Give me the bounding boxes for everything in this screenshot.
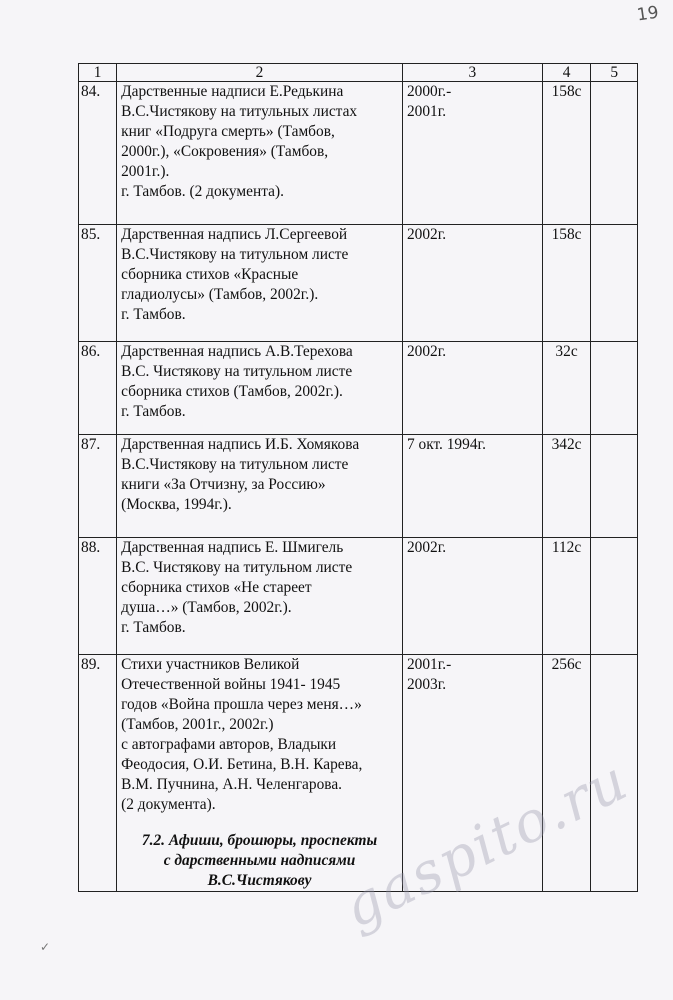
scan-mark: ✓ (40, 940, 51, 954)
item-date (402, 82, 542, 225)
table-header-row (79, 64, 638, 82)
description-line: г. Тамбов. (2 документа). (121, 183, 284, 200)
header-cell: 2 (117, 64, 403, 82)
item-description (117, 435, 403, 538)
date-line: 2002г. (406, 343, 447, 360)
table-row (79, 82, 638, 225)
header-cell: 4 (542, 64, 591, 82)
item-number: 85. (79, 225, 117, 342)
description-line: Отечественной войны 1941- 1945 (121, 676, 341, 693)
header-cell: 3 (402, 64, 542, 82)
date-line: 2001г.- (406, 656, 452, 673)
item-number: 87. (79, 435, 117, 538)
date-line: 2002г. (406, 226, 447, 243)
page-number: 19 (636, 2, 661, 26)
description-line: Феодосия, О.И. Бетина, В.Н. Карева, (121, 756, 363, 773)
description-line: В.С.Чистякову на титульных листах (121, 103, 358, 120)
table-row (79, 655, 638, 892)
item-pages: 342с (542, 435, 591, 538)
table-row (79, 538, 638, 655)
item-note (591, 82, 638, 225)
table-row (79, 435, 638, 538)
item-note (591, 342, 638, 435)
item-date (402, 435, 542, 538)
description-line: Дарственные надписи Е.Редькина (121, 83, 344, 100)
description-line: г. Тамбов. (121, 403, 186, 420)
description-line: годов «Война прошла через меня…» (121, 696, 362, 713)
description-line: душа…» (Тамбов, 2002г.). (121, 599, 292, 616)
item-pages: 32с (542, 342, 591, 435)
description-line: сборника стихов (Тамбов, 2002г.). (121, 383, 343, 400)
item-number: 84. (79, 82, 117, 225)
item-note (591, 435, 638, 538)
item-date (402, 538, 542, 655)
description-line: В.С.Чистякову на титульном листе (121, 456, 349, 473)
item-pages: 256с (542, 655, 591, 892)
watermark: gaspito.ru (333, 747, 639, 941)
item-description (117, 225, 403, 342)
description-line: В.С.Чистякову на титульном листе (121, 246, 349, 263)
item-number: 86. (79, 342, 117, 435)
description-line: с автографами авторов, Владыки (121, 736, 337, 753)
item-number: 88. (79, 538, 117, 655)
description-line: Дарственная надпись И.Б. Хомякова (121, 436, 360, 453)
description-line: г. Тамбов. (121, 306, 186, 323)
section-heading-line: В.С.Чистякову (207, 872, 312, 889)
item-note (591, 538, 638, 655)
description-line: (2 документа). (121, 796, 216, 813)
item-date (402, 225, 542, 342)
description-line: Стихи участников Великой (121, 656, 300, 673)
description-line: 2000г.), «Сокровения» (Тамбов, (121, 143, 329, 160)
archive-inventory-table (78, 63, 638, 892)
item-description (117, 538, 403, 655)
description-line: книги «За Отчизну, за Россию» (121, 476, 326, 493)
item-pages: 112с (542, 538, 591, 655)
description-line: Дарственная надпись Л.Сергеевой (121, 226, 348, 243)
item-description (117, 342, 403, 435)
description-line: книг «Подруга смерть» (Тамбов, (121, 123, 335, 140)
description-line: гладиолусы» (Тамбов, 2002г.). (121, 286, 319, 303)
item-pages: 158с (542, 225, 591, 342)
table-row (79, 225, 638, 342)
description-line: В.С. Чистякову на титульном листе (121, 363, 353, 380)
item-note (591, 225, 638, 342)
item-description (117, 82, 403, 225)
description-line: 2001г.). (121, 163, 170, 180)
description-line: г. Тамбов. (121, 619, 186, 636)
description-line: В.С. Чистякову на титульном листе (121, 559, 353, 576)
date-line: 2002г. (406, 539, 447, 556)
date-line: 2000г.- (406, 83, 452, 100)
section-heading-line: с дарственными надписями (163, 852, 356, 869)
date-line: 2003г. (406, 676, 447, 693)
item-number: 89. (79, 655, 117, 892)
item-description (117, 655, 403, 892)
description-line: В.М. Пучнина, А.Н. Челенгарова. (121, 776, 343, 793)
section-heading-line: 7.2. Афиши, брошюры, проспекты (141, 832, 378, 849)
description-line: Дарственная надпись А.В.Терехова (121, 343, 353, 360)
date-line: 7 окт. 1994г. (406, 436, 486, 453)
item-date (402, 342, 542, 435)
description-line: сборника стихов «Красные (121, 266, 299, 283)
description-line: (Тамбов, 2001г., 2002г.) (121, 716, 274, 733)
header-cell: 5 (591, 64, 638, 82)
table-row (79, 342, 638, 435)
item-pages: 158с (542, 82, 591, 225)
description-line: (Москва, 1994г.). (121, 496, 232, 513)
description-line: Дарственная надпись Е. Шмигель (121, 539, 344, 556)
header-cell: 1 (79, 64, 117, 82)
description-line: сборника стихов «Не стареет (121, 579, 312, 596)
date-line: 2001г. (406, 103, 447, 120)
